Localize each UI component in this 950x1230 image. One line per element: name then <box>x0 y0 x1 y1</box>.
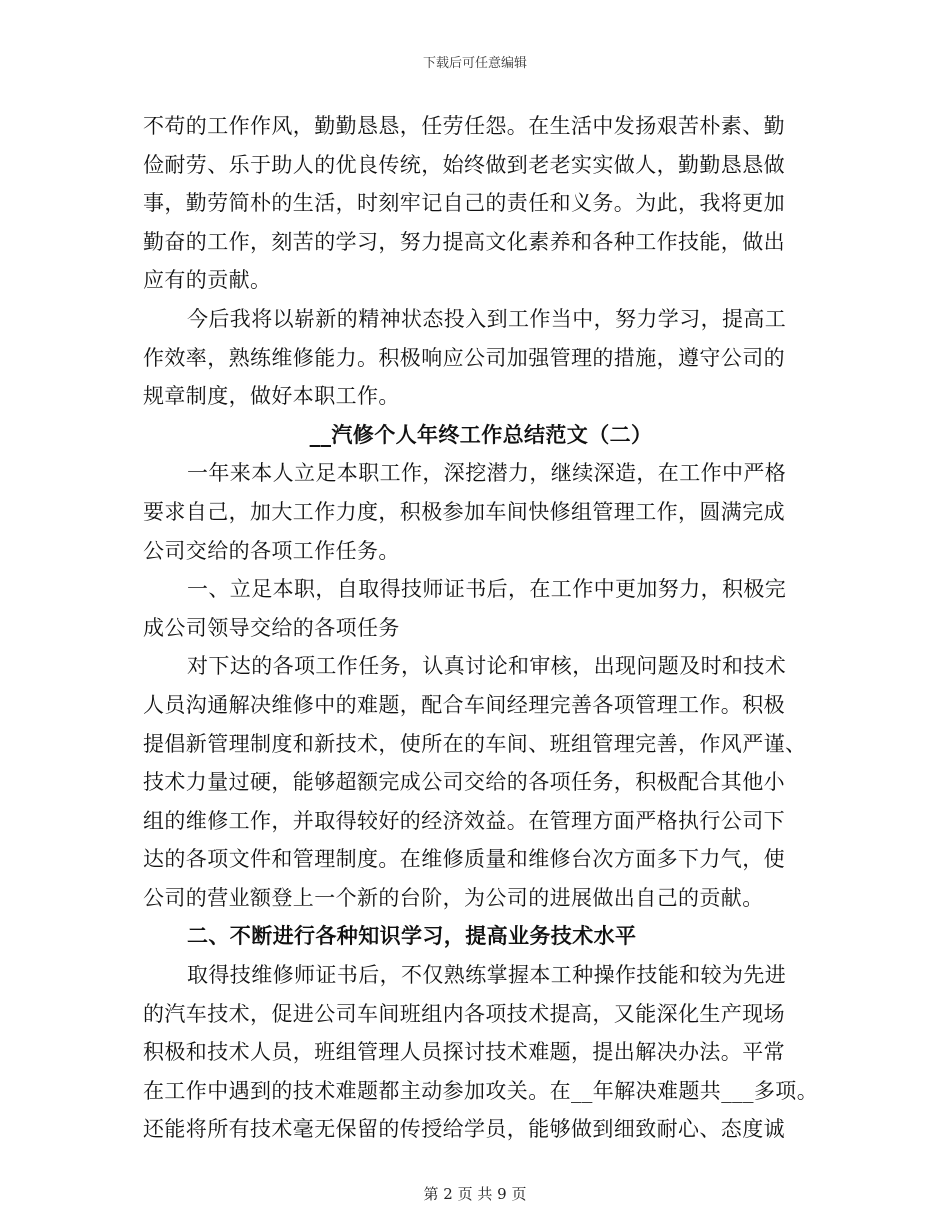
body-line: 积极和技术人员，班组管理人员探讨技术难题，提出解决办法。平常 <box>143 1040 785 1065</box>
body-line: 俭耐劳、乐于助人的优良传统，始终做到老老实实做人，勤勤恳恳做 <box>143 152 785 177</box>
body-line: 事，勤劳简朴的生活，时刻牢记自己的责任和义务。为此，我将更加 <box>143 191 785 216</box>
body-line: 的汽车技术，促进公司车间班组内各项技术提高，又能深化生产现场 <box>143 1001 785 1026</box>
body-line: 取得技维修师证书后，不仅熟练掌握本工种操作技能和较为先进 <box>187 963 787 988</box>
body-line: 公司交给的各项工作任务。 <box>143 538 400 563</box>
body-line: 对下达的各项工作任务，认真讨论和审核，出现问题及时和技术 <box>187 654 787 679</box>
body-line: 还能将所有技术毫无保留的传授给学员，能够做到细致耐心、态度诚 <box>143 1117 785 1142</box>
section-heading: 二、不断进行各种知识学习，提高业务技术水平 <box>187 923 637 949</box>
body-line: 技术力量过硬，能够超额完成公司交给的各项任务，积极配合其他小 <box>143 770 785 795</box>
section-title: __汽修个人年终工作总结范文（二） <box>309 421 653 447</box>
body-line: 达的各项文件和管理制度。在维修质量和维修台次方面多下力气，使 <box>143 847 785 872</box>
document-body <box>143 107 823 1149</box>
body-line: 作效率，熟练维修能力。积极响应公司加强管理的措施，遵守公司的 <box>143 345 785 370</box>
body-line: 要求自己，加大工作力度，积极参加车间快修组管理工作，圆满完成 <box>143 499 785 524</box>
page-footer: 第 2 页 共 9 页 <box>423 1185 527 1203</box>
body-line: 公司的营业额登上一个新的台阶，为公司的进展做出自己的贡献。 <box>143 885 764 910</box>
page-header: 下载后可任意编辑 <box>422 56 527 71</box>
body-line: 在工作中遇到的技术难题都主动参加攻关。在__年解决难题共___多项。 <box>143 1078 819 1103</box>
body-line: 规章制度，做好本职工作。 <box>143 384 400 409</box>
body-line: 今后我将以崭新的精神状态投入到工作当中，努力学习，提高工 <box>187 306 787 331</box>
body-line: 人员沟通解决维修中的难题，配合车间经理完善各项管理工作。积极 <box>143 692 785 717</box>
body-line: 不苟的工作作风，勤勤恳恳，任劳任怨。在生活中发扬艰苦朴素、勤 <box>143 114 785 138</box>
body-line: 一、立足本职，自取得技师证书后，在工作中更加努力，积极完 <box>187 577 787 602</box>
body-line: 应有的贡献。 <box>143 268 272 293</box>
body-line: 一年来本人立足本职工作，深挖潜力，继续深造，在工作中严格 <box>187 461 787 486</box>
body-line: 成公司领导交给的各项任务 <box>143 615 400 640</box>
body-line: 勤奋的工作，刻苦的学习，努力提高文化素养和各种工作技能，做出 <box>143 229 785 254</box>
body-line: 组的维修工作，并取得较好的经济效益。在管理方面严格执行公司下 <box>143 808 785 833</box>
body-line: 提倡新管理制度和新技术，使所在的车间、班组管理完善，作风严谨、 <box>143 731 807 756</box>
